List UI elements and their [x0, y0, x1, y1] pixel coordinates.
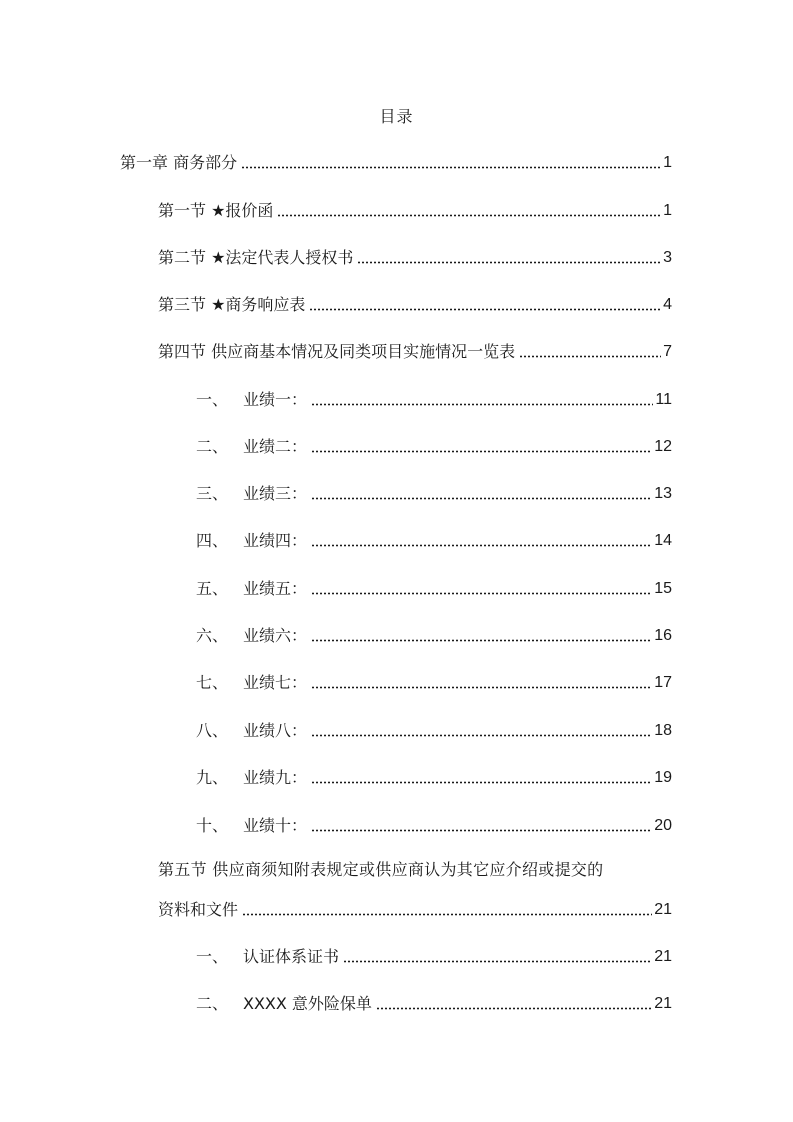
toc-entry-number: 一、 [196, 390, 229, 409]
toc-entry-certification[interactable] [196, 944, 672, 968]
toc-entry-label: XXXX 意外险保单 [243, 994, 372, 1013]
toc-entry-performance-5[interactable] [196, 576, 672, 600]
toc-page-number: 20 [654, 817, 672, 834]
toc-entry-number: 十、 [196, 816, 229, 835]
toc-entry-label: 业绩九： [243, 768, 308, 787]
dot-leader [519, 355, 661, 358]
toc-entry-label: 业绩六： [243, 626, 308, 645]
dot-leader [357, 261, 661, 264]
toc-entry-insurance-policy[interactable] [196, 991, 672, 1015]
toc-page-number: 1 [663, 154, 672, 171]
toc-page-number: 17 [654, 674, 672, 691]
dot-leader [309, 308, 661, 311]
dot-leader [343, 960, 652, 963]
toc-entry-performance-3[interactable] [196, 481, 672, 505]
toc-entry-performance-1[interactable] [196, 387, 672, 411]
dot-leader [311, 829, 652, 832]
toc-entry-number: 二、 [196, 437, 229, 456]
dot-leader [242, 913, 652, 916]
toc-entry-label: 第四节 供应商基本情况及同类项目实施情况一览表 [158, 342, 516, 361]
toc-entry-label: 认证体系证书 [243, 947, 340, 966]
toc-entry-label: 第二节 ★法定代表人授权书 [158, 248, 354, 267]
toc-entry-number: 二、 [196, 994, 229, 1013]
dot-leader [311, 734, 652, 737]
toc-entry-performance-9[interactable] [196, 765, 672, 789]
toc-entry-performance-2[interactable] [196, 434, 672, 458]
toc-entry-label: 业绩五： [243, 579, 308, 598]
toc-page-number: 21 [654, 995, 672, 1012]
toc-entry-label: 业绩一： [243, 390, 308, 409]
toc-entry-number: 七、 [196, 673, 229, 692]
dot-leader [376, 1007, 652, 1010]
toc-page-number: 18 [654, 722, 672, 739]
dot-leader [311, 592, 652, 595]
dot-leader [241, 166, 661, 169]
toc-entry-section-1[interactable] [158, 198, 672, 222]
toc-entry-label: 第一章 商务部分 [120, 153, 238, 172]
toc-entry-section-2[interactable] [158, 245, 672, 269]
dot-leader [311, 639, 652, 642]
toc-page-number: 11 [655, 391, 672, 408]
dot-leader [311, 450, 652, 453]
dot-leader [311, 497, 652, 500]
toc-page-number: 7 [663, 343, 672, 360]
toc-entry-performance-6[interactable] [196, 623, 672, 647]
toc-entry-label: 第三节 ★商务响应表 [158, 295, 306, 314]
toc-entry-label: 业绩二： [243, 437, 308, 456]
toc-entry-section-5[interactable] [158, 897, 672, 921]
toc-entry-chapter-1[interactable] [120, 150, 672, 174]
toc-page-number: 4 [663, 296, 672, 313]
toc-page-number: 14 [654, 532, 672, 549]
toc-entry-section-5-line1[interactable]: 第五节 供应商须知附表规定或供应商认为其它应介绍或提交的 [158, 860, 604, 879]
toc-page-number: 15 [654, 580, 672, 597]
toc-entry-label: 业绩七： [243, 673, 308, 692]
toc-entry-label: 业绩四： [243, 531, 308, 550]
toc-page-number: 19 [654, 769, 672, 786]
toc-entry-number: 四、 [196, 531, 229, 550]
dot-leader [311, 544, 652, 547]
toc-entry-number: 一、 [196, 947, 229, 966]
dot-leader [277, 214, 661, 217]
toc-entry-performance-8[interactable] [196, 718, 672, 742]
toc-entry-label: 业绩八： [243, 721, 308, 740]
toc-entry-number: 八、 [196, 721, 229, 740]
dot-leader [311, 686, 652, 689]
toc-page-number: 1 [663, 202, 672, 219]
toc-entry-number: 九、 [196, 768, 229, 787]
toc-entry-number: 三、 [196, 484, 229, 503]
toc-entry-section-4[interactable] [158, 339, 672, 363]
toc-page-number: 21 [654, 901, 672, 918]
toc-entry-number: 六、 [196, 626, 229, 645]
toc-entry-label: 业绩十： [243, 816, 308, 835]
toc-page-number: 12 [654, 438, 672, 455]
toc-entry-label: 业绩三： [243, 484, 308, 503]
toc-page-number: 3 [663, 249, 672, 266]
toc-entry-performance-10[interactable] [196, 813, 672, 837]
toc-entry-label: 第一节 ★报价函 [158, 201, 274, 220]
dot-leader [311, 781, 652, 784]
toc-page-number: 16 [654, 627, 672, 644]
toc-entry-label: 资料和文件 [158, 900, 239, 919]
dot-leader [311, 403, 653, 406]
toc-entry-number: 五、 [196, 579, 229, 598]
toc-page-number: 21 [654, 948, 672, 965]
toc-entry-performance-7[interactable] [196, 670, 672, 694]
toc-page-number: 13 [654, 485, 672, 502]
toc-title: 目录 [379, 107, 414, 126]
toc-entry-section-3[interactable] [158, 292, 672, 316]
toc-entry-performance-4[interactable] [196, 528, 672, 552]
